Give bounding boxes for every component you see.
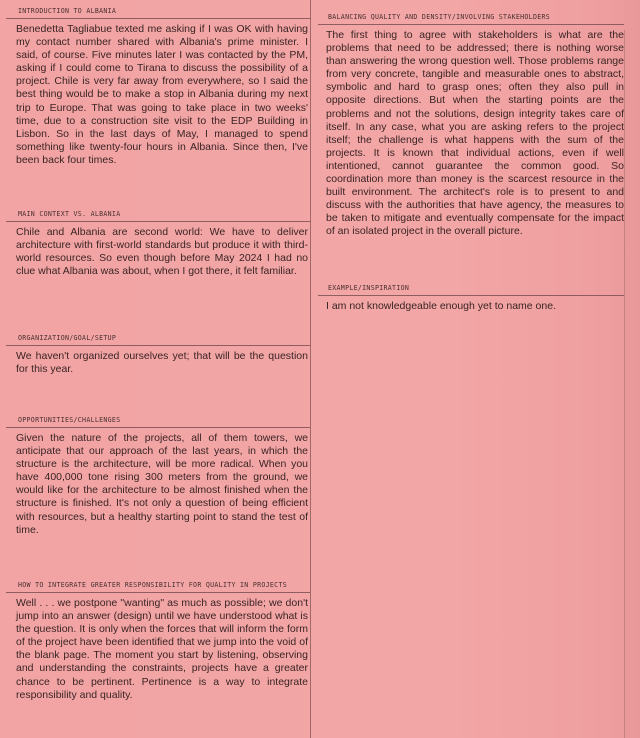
section-rule [6, 221, 310, 222]
section-heading: INTRODUCTION TO ALBANIA [18, 7, 117, 15]
section-text: Chile and Albania are second world: We have to deliver architecture with first-world standards but produce it with third-world resources. So even though before May 2024 I had no clue what Albania was about, when I got there, it felt familiar. [16, 226, 308, 278]
section-organization [6, 331, 310, 376]
column-divider [310, 0, 311, 738]
section-rule [318, 24, 624, 25]
section-rule [6, 18, 310, 19]
section-text: Given the nature of the projects, all of them towers, we anticipate that our approach of the last years, in which the structure is the architecture, will be more radical. When you have 400,000 tone rising 300 meters from the ground, we would like for the architecture to be almost finished when the structure is finished. It's not only a question of being efficient with resources, but a healthy starting point to stand the test of time. [16, 432, 308, 536]
section-main-context [6, 207, 310, 278]
section-text: The first thing to agree with stakeholders is what are the problems that need to be addressed; there is nothing worse than answering the wrong question well. Those problems range from very concrete, tangible and measurable ones to abstract, symbolic and hard to grasp ones; often they also pull in opposite directions. But when the starting points are the problems and not the solutions, design integrity takes care of itself. In any case, what you are asking refers to the project itself; the challenge is what happens with the sum of the projects. It is known that individual actions, even if well intentioned, cannot guarantee the common good. So coordination more than money is the scarcest resource in the built environment. The architect's role is to present to and discuss with the authorities that have agency, the measures to be taken to mitigate and eventually compensate for the impact of an isolated project in the overall picture. [326, 29, 624, 238]
section-balancing-quality [318, 10, 624, 239]
section-heading: HOW TO INTEGRATE GREATER RESPONSIBILITY FOR QUALITY IN PROJECTS [18, 581, 287, 589]
section-rule [318, 295, 624, 296]
section-rule [6, 592, 310, 593]
section-text: We haven't organized ourselves yet; that will be the question for this year. [16, 350, 308, 376]
section-opportunities [6, 413, 310, 537]
section-introduction [6, 4, 310, 167]
section-rule [6, 427, 310, 428]
section-text: Well . . . we postpone "wanting" as much as possible; we don't jump into an answer (design) until we have understood what is the question. It is only when the forces that will inform the form of the project have been identified that we jump into the void of the blank page. The moment you start by listening, observing and understanding the constraints, projects have a greater chance to be pertinent. Pertinence is a way to integrate responsibility and quality. [16, 597, 308, 701]
right-column [318, 0, 624, 738]
left-column [6, 0, 310, 738]
section-text: Benedetta Tagliabue texted me asking if I was OK with having my contact number shared with Albania's prime minister. I said, of course. Five minutes later I was contacted by the PM, asking if I could come to Tirana to discuss the possibility of a project. Chile is very far away from everywhere, so I said the best thing would be to make a stop in Albania during my next trip to Europe. That was going to take place in two weeks' time, due to a construction site visit to the EDP Building in Lisbon. So in the last days of May, I managed to spend something like twenty-four hours in Albania. Since then, I've been back four times. [16, 23, 308, 166]
section-example [318, 281, 624, 313]
section-rule [6, 345, 310, 346]
section-responsibility [6, 578, 310, 702]
section-heading: MAIN CONTEXT VS. ALBANIA [18, 210, 121, 218]
section-text: I am not knowledgeable enough yet to name one. [326, 300, 556, 312]
section-heading: ORGANIZATION/GOAL/SETUP [18, 334, 117, 342]
right-edge-divider [624, 30, 625, 738]
section-heading: OPPORTUNITIES/CHALLENGES [18, 416, 121, 424]
section-heading: EXAMPLE/INSPIRATION [328, 284, 410, 292]
section-heading: BALANCING QUALITY AND DENSITY/INVOLVING STAKEHOLDERS [328, 13, 551, 21]
